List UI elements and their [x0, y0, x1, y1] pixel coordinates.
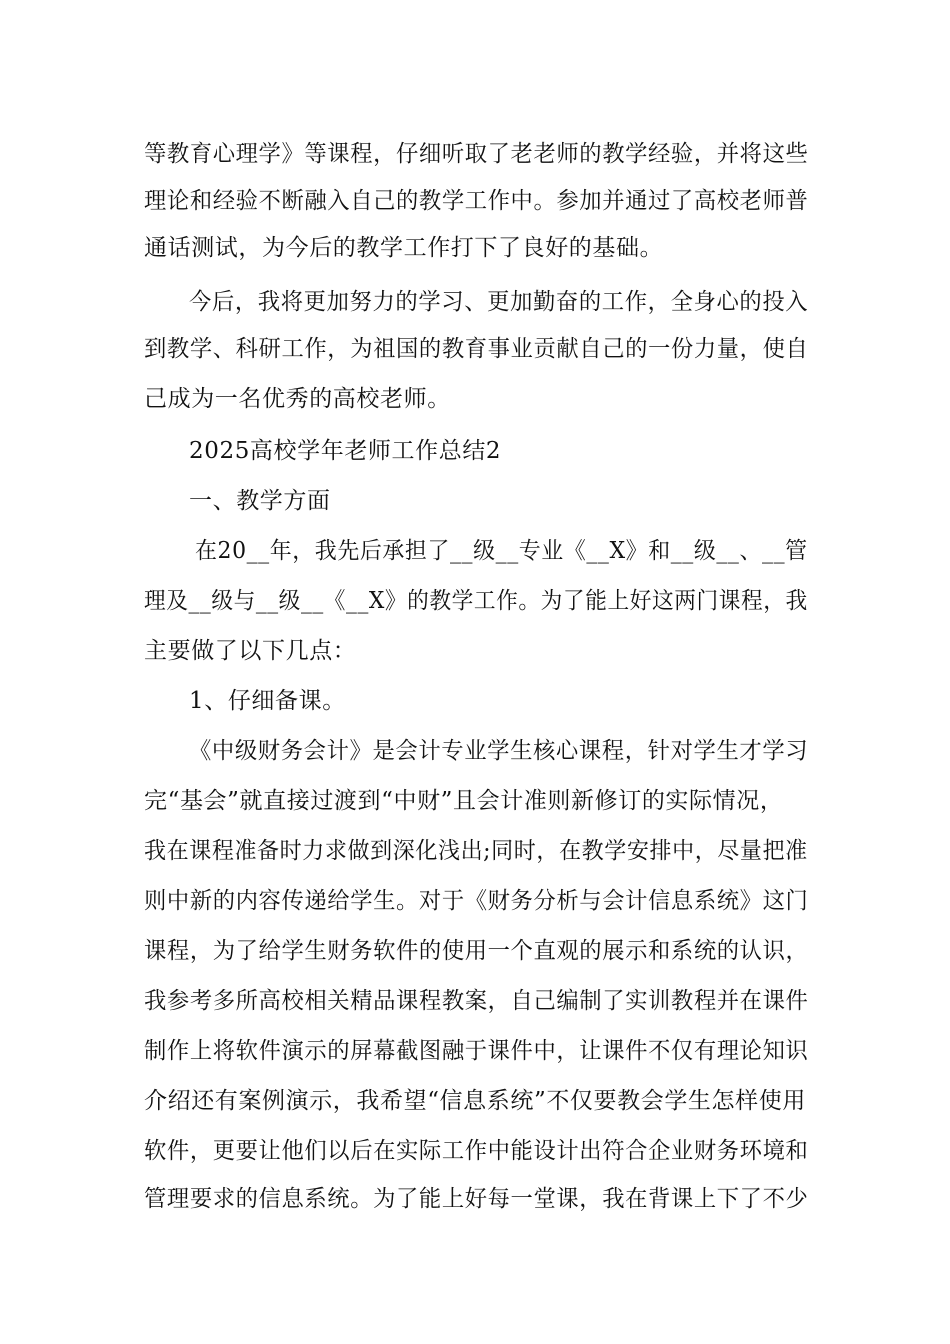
text-line: 管理要求的信息系统。为了能上好每一堂课，我在背课上下了不少: [144, 1186, 809, 1212]
section-heading: 一、教学方面: [189, 488, 331, 514]
text-line: 完“基会”就直接过渡到“中财”且会计准则新修订的实际情况，: [144, 788, 784, 814]
text-line: 理及__级与__级__《__X》的教学工作。为了能上好这两门课程，我: [144, 588, 808, 614]
text-line: 到教学、科研工作，为祖国的教育事业贡献自己的一份力量，使自: [144, 336, 809, 362]
text-line: 我在课程准备时力求做到深化浅出;同时，在教学安排中，尽量把准: [144, 838, 808, 864]
text-line: 我参考多所高校相关精品课程教案，自己编制了实训教程并在课件: [144, 988, 809, 1014]
text-line: 己成为一名优秀的高校老师。: [144, 386, 451, 412]
text-line: 今后，我将更加努力的学习、更加勤奋的工作，全身心的投入: [189, 289, 809, 315]
text-line: 《中级财务会计》是会计专业学生核心课程，针对学生才学习: [189, 738, 809, 764]
text-line: 软件，更要让他们以后在实际工作中能设计出符合企业财务环境和: [144, 1138, 809, 1164]
text-line: 通话测试，为今后的教学工作打下了良好的基础。: [144, 235, 664, 261]
text-line: 课程，为了给学生财务软件的使用一个直观的展示和系统的认识，: [144, 938, 809, 964]
text-line: 制作上将软件演示的屏幕截图融于课件中，让课件不仅有理论知识: [144, 1038, 809, 1064]
section-title: 2025高校学年老师工作总结2: [189, 438, 502, 464]
text-line: 则中新的内容传递给学生。对于《财务分析与会计信息系统》这门: [144, 888, 809, 914]
text-line: 主要做了以下几点：: [144, 638, 357, 664]
text-line: 在20__年，我先后承担了__级__专业《__X》和__级__、__管: [195, 538, 808, 564]
text-line: 等教育心理学》等课程，仔细听取了老老师的教学经验，并将这些: [144, 141, 809, 167]
text-line: 介绍还有案例演示，我希望“信息系统”不仅要教会学生怎样使用: [144, 1088, 806, 1114]
text-line: 理论和经验不断融入自己的教学工作中。参加并通过了高校老师普: [144, 188, 809, 214]
list-item-heading: 1、仔细备课。: [189, 688, 346, 714]
